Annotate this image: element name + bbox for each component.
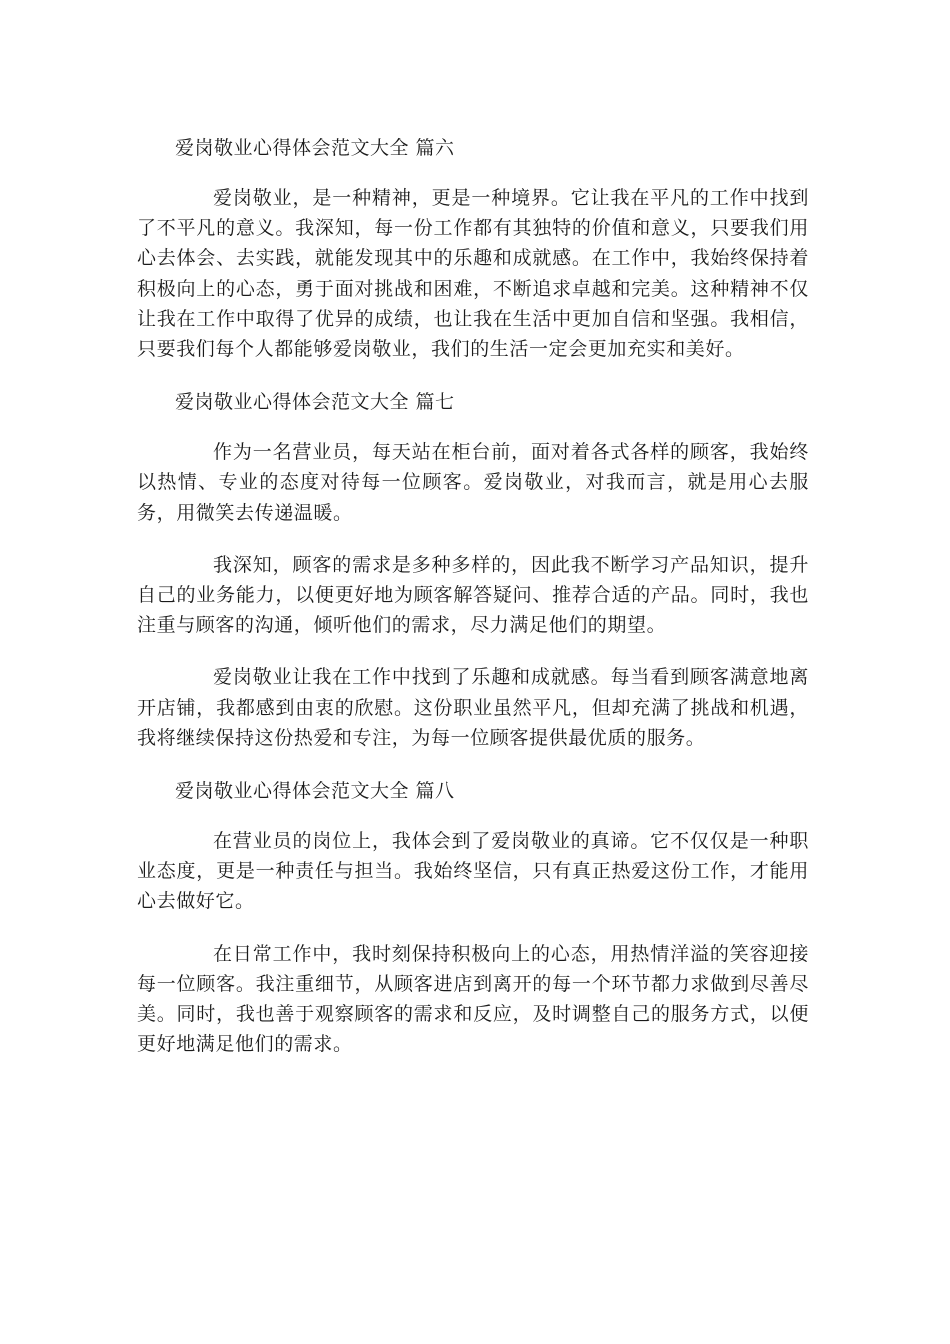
- section-heading: 爱岗敬业心得体会范文大全 篇七: [175, 391, 455, 414]
- section-8: [137, 775, 809, 1059]
- section-7: [137, 386, 809, 753]
- section-heading: 爱岗敬业心得体会范文大全 篇八: [175, 780, 455, 803]
- section-heading: 爱岗敬业心得体会范文大全 篇六: [175, 137, 455, 159]
- document-body: [137, 132, 809, 1081]
- paragraph: 在日常工作中，我时刻保持积极向上的心态，用热情洋溢的笑容迎接每一位顾客。我注重细节，从顾客进店到离开的每一个环节都力求做到尽善尽美。同时，我也善于观察顾客的需求和反应，及时调整自己的服务方式，以便更好地满足他们的需求。: [137, 942, 809, 1056]
- paragraph: 爱岗敬业让我在工作中找到了乐趣和成就感。每当看到顾客满意地离开店铺，我都感到由衷的欣慰。这份职业虽然平凡，但却充满了挑战和机遇，我将继续保持这份热爱和专注，为每一位顾客提供最优质的服务。: [137, 666, 809, 749]
- paragraph: 作为一名营业员，每天站在柜台前，面对着各式各样的顾客，我始终以热情、专业的态度对待每一位顾客。爱岗敬业，对我而言，就是用心去服务，用微笑去传递温暖。: [137, 441, 809, 524]
- paragraph: 爱岗敬业，是一种精神，更是一种境界。它让我在平凡的工作中找到了不平凡的意义。我深知，每一份工作都有其独特的价值和意义，只要我们用心去体会、去实践，就能发现其中的乐趣和成就感。在工作中，我始终保持着积极向上的心态，勇于面对挑战和困难，不断追求卓越和完美。这种精神不仅让我在工作中取得了优异的成绩，也让我在生活中更加自信和坚强。我相信，只要我们每个人都能够爱岗敬业，我们的生活一定会更加充实和美好。: [137, 187, 809, 361]
- section-6: [137, 132, 809, 364]
- paragraph: 在营业员的岗位上，我体会到了爱岗敬业的真谛。它不仅仅是一种职业态度，更是一种责任与担当。我始终坚信，只有真正热爱这份工作，才能用心去做好它。: [137, 830, 809, 913]
- paragraph: 我深知，顾客的需求是多种多样的，因此我不断学习产品知识，提升自己的业务能力，以便更好地为顾客解答疑问、推荐合适的产品。同时，我也注重与顾客的沟通，倾听他们的需求，尽力满足他们的期望。: [137, 553, 809, 637]
